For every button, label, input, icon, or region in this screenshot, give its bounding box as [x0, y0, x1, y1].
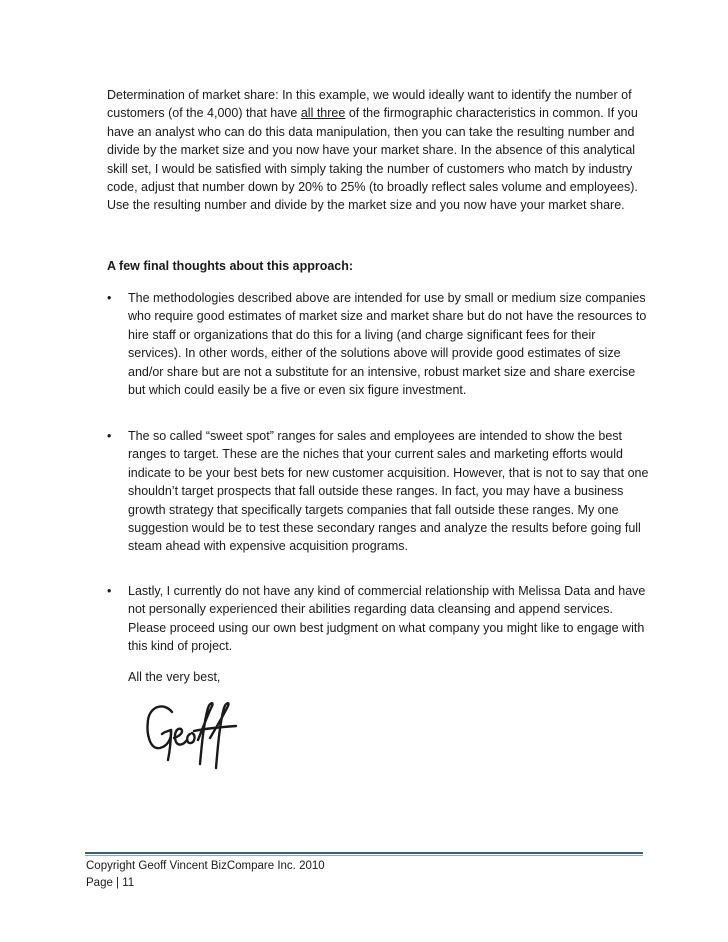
- closing-line: All the very best,: [128, 670, 221, 684]
- section-heading: A few final thoughts about this approach:: [107, 259, 354, 273]
- intro-underlined-text: all three: [300, 106, 346, 121]
- footer-page-number: Page | 11: [86, 877, 135, 889]
- bullet-text: The methodologies described above are intended for use by small or medium size companies who require good estimates of market size and market share but do not have the resources to hire staff or organizations that do this for a living (and charge significant fees for their services). In other words, either of the solutions above will provide good estimates of size and/or share but are not a substitute for an intensive, robust market size and share exercise but which could easily be a five or even six figure investment.: [128, 291, 647, 398]
- signature: [138, 698, 248, 778]
- bullet-icon: •: [107, 584, 112, 598]
- intro-paragraph: [107, 86, 652, 215]
- intro-text-after: of the firmographic characteristics in common. If you have an analyst who can do this data manipulation, then you can take the resulting number and divide by the market size and you now have your market share. In the absence of this analytical skill set, I would be satisfied with simply taking the number of customers who match by industry code, adjust that number down by 20% to 25% (to broadly reflect sales volume and employees). Use the resulting number and divide by the market size and you now have your market share.: [107, 106, 638, 213]
- footer-rule-secondary: [85, 855, 643, 856]
- footer-rule: [85, 852, 643, 854]
- bullet-text: Lastly, I currently do not have any kind of commercial relationship with Melissa Data and have not personally experienced their abilities regarding data cleansing and append services. Please proceed using our own best judgment on what company you might like to engage with this kind of project.: [128, 584, 646, 654]
- bullet-icon: •: [107, 291, 112, 305]
- bullet-icon: •: [107, 429, 112, 443]
- footer-copyright: Copyright Geoff Vincent BizCompare Inc. 2010: [86, 860, 325, 872]
- intro-text-before: Determination of market share: In this example, we would ideally want to identify the number of customers (of the 4,000) that have: [107, 88, 632, 121]
- bullet-text: The so called “sweet spot” ranges for sales and employees are intended to show the best ranges to target. These are the niches that your current sales and marketing efforts would indicate to be your best bets for new customer acquisition. However, that is not to say that one shouldn’t target prospects that fall outside these ranges. In fact, you may have a business growth strategy that specifically targets companies that fall outside these ranges. My one suggestion would be to test these secondary ranges and analyze the results before going full steam ahead with expensive acquisition programs.: [128, 429, 649, 554]
- signature-icon: [138, 698, 248, 773]
